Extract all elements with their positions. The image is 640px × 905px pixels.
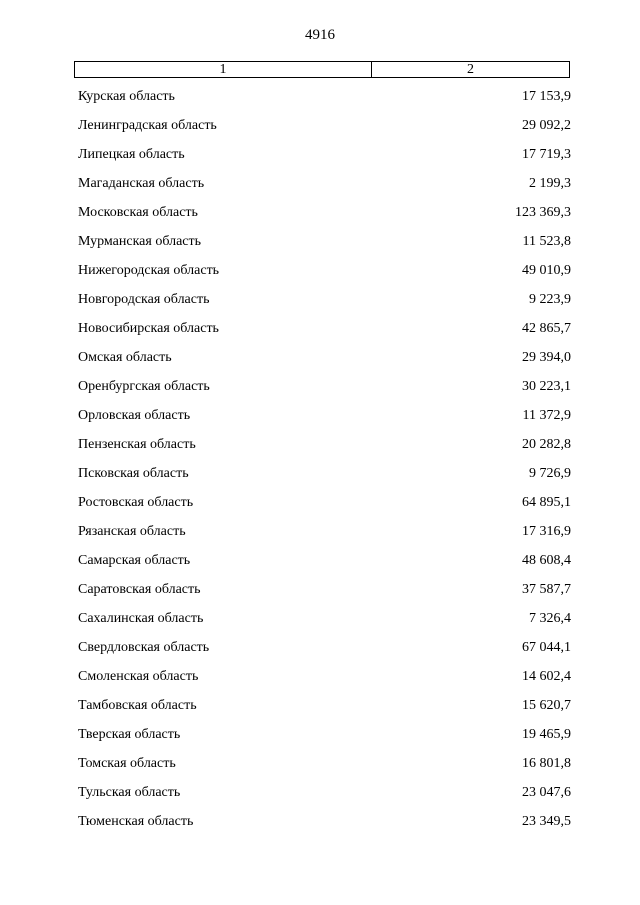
region-name: Тамбовская область [78, 697, 197, 713]
region-name: Новосибирская область [78, 320, 219, 336]
region-name: Тверская область [78, 726, 181, 742]
region-name: Тульская область [78, 784, 181, 800]
region-value: 23 349,5 [522, 813, 571, 829]
table-row [78, 488, 571, 517]
region-name: Псковская область [78, 465, 189, 481]
table-row [78, 401, 571, 430]
table-row [78, 720, 571, 749]
table-row [78, 140, 571, 169]
region-value: 17 719,3 [522, 146, 571, 162]
region-name: Смоленская область [78, 668, 199, 684]
region-name: Ростовская область [78, 494, 194, 510]
region-value: 37 587,7 [522, 581, 571, 597]
region-name: Саратовская область [78, 581, 201, 597]
table-row [78, 459, 571, 488]
region-name: Нижегородская область [78, 262, 220, 278]
column-header-1: 1 [75, 62, 372, 77]
region-name: Самарская область [78, 552, 191, 568]
region-value: 11 372,9 [522, 407, 571, 423]
table-row [78, 517, 571, 546]
table-row [78, 227, 571, 256]
table-row [78, 82, 571, 111]
table-row [78, 662, 571, 691]
table-row [78, 285, 571, 314]
region-name: Курская область [78, 88, 175, 104]
region-name: Новгородская область [78, 291, 210, 307]
table-row [78, 575, 571, 604]
region-value: 49 010,9 [522, 262, 571, 278]
table-row [78, 778, 571, 807]
region-name: Липецкая область [78, 146, 185, 162]
region-value: 16 801,8 [522, 755, 571, 771]
table-row [78, 372, 571, 401]
region-name: Сахалинская область [78, 610, 204, 626]
region-value: 17 153,9 [522, 88, 571, 104]
region-value: 29 394,0 [522, 349, 571, 365]
table-body [78, 82, 571, 836]
table-row [78, 604, 571, 633]
region-value: 15 620,7 [522, 697, 571, 713]
region-name: Оренбургская область [78, 378, 210, 394]
region-name: Московская область [78, 204, 198, 220]
table-row [78, 343, 571, 372]
region-name: Томская область [78, 755, 176, 771]
page-number: 4916 [305, 27, 335, 43]
region-name: Магаданская область [78, 175, 205, 191]
region-value: 9 726,9 [529, 465, 571, 481]
table-header [74, 61, 570, 78]
region-value: 30 223,1 [522, 378, 571, 394]
region-value: 11 523,8 [522, 233, 571, 249]
region-name: Тюменская область [78, 813, 194, 829]
region-name: Свердловская область [78, 639, 210, 655]
table-row [78, 314, 571, 343]
region-value: 23 047,6 [522, 784, 571, 800]
region-name: Рязанская область [78, 523, 186, 539]
table-row [78, 198, 571, 227]
region-value: 14 602,4 [522, 668, 571, 684]
region-value: 67 044,1 [522, 639, 571, 655]
table-row [78, 546, 571, 575]
table-row [78, 691, 571, 720]
region-value: 9 223,9 [529, 291, 571, 307]
region-value: 7 326,4 [529, 610, 571, 626]
region-value: 20 282,8 [522, 436, 571, 452]
region-name: Ленинградская область [78, 117, 217, 133]
region-value: 17 316,9 [522, 523, 571, 539]
table-row [78, 111, 571, 140]
table-row [78, 633, 571, 662]
table-row [78, 430, 571, 459]
region-value: 48 608,4 [522, 552, 571, 568]
region-value: 19 465,9 [522, 726, 571, 742]
region-value: 29 092,2 [522, 117, 571, 133]
table-row [78, 169, 571, 198]
table-row [78, 256, 571, 285]
region-name: Пензенская область [78, 436, 196, 452]
region-name: Орловская область [78, 407, 191, 423]
table-row [78, 749, 571, 778]
region-name: Омская область [78, 349, 172, 365]
region-value: 64 895,1 [522, 494, 571, 510]
region-value: 42 865,7 [522, 320, 571, 336]
region-name: Мурманская область [78, 233, 202, 249]
region-value: 123 369,3 [515, 204, 571, 220]
column-header-2: 2 [467, 62, 474, 77]
region-value: 2 199,3 [529, 175, 571, 191]
table-row [78, 807, 571, 836]
